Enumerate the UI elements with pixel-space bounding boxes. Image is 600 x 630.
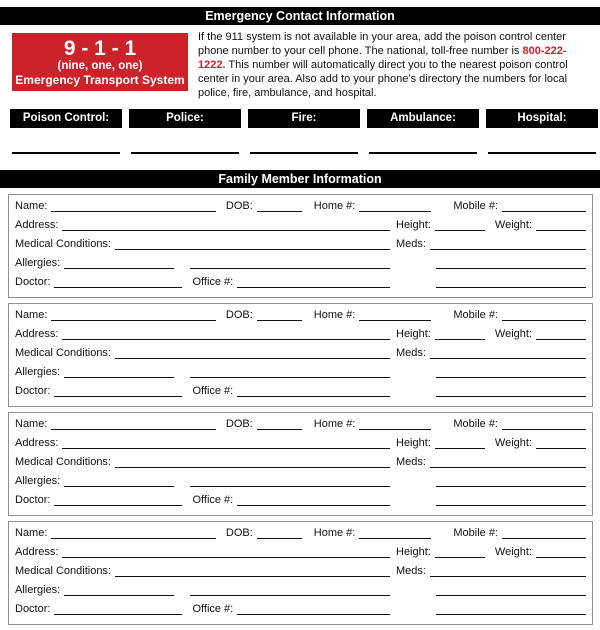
- field-label-height: Height:: [396, 219, 431, 231]
- card-row-doctor: [15, 274, 586, 293]
- card-row-allergies: [15, 582, 586, 601]
- allergies-continuation-blank-line: [190, 364, 390, 378]
- field-label-weight: Weight:: [494, 437, 532, 449]
- contact-blank-lines-row: [10, 128, 598, 154]
- instructions-paragraph: [198, 30, 586, 100]
- card-row-medical: [15, 454, 586, 473]
- field-label-office-phone: Office #:: [192, 603, 234, 615]
- contact-label-police: Police:: [129, 109, 241, 128]
- address-blank-line: [62, 217, 390, 231]
- medical-conditions-group: [15, 563, 390, 580]
- field-label-height: Height:: [396, 546, 431, 558]
- card-row-name: [15, 416, 586, 435]
- mobile-phone-blank-line: [502, 307, 586, 321]
- field-label-doctor: Doctor:: [15, 385, 51, 397]
- field-label-mobile-phone: Mobile #:: [453, 527, 498, 539]
- height-blank-line: [435, 435, 485, 449]
- field-label-name: Name:: [15, 200, 48, 212]
- dob-blank-line: [257, 525, 302, 539]
- card-row-address: [15, 435, 586, 454]
- meds-continuation-blank-line: [436, 582, 586, 596]
- meds-continuation-blank-line: [436, 255, 586, 269]
- 911-callout-box: [12, 33, 188, 91]
- card-row-name: [15, 525, 586, 544]
- doctor-group: [15, 492, 390, 509]
- height-weight-group: [396, 326, 586, 343]
- card-row-medical: [15, 236, 586, 255]
- meds-continuation-blank-line: [436, 383, 586, 397]
- field-label-doctor: Doctor:: [15, 494, 51, 506]
- emergency-form-page: [0, 7, 600, 625]
- section-header-emergency: [0, 7, 600, 25]
- office-phone-blank-line: [237, 492, 390, 506]
- family-member-card: [8, 521, 593, 625]
- meds-blank-line: [430, 345, 586, 359]
- field-label-doctor: Doctor:: [15, 276, 51, 288]
- field-label-office-phone: Office #:: [192, 494, 234, 506]
- field-label-dob: DOB:: [225, 527, 253, 539]
- home-phone-blank-line: [359, 416, 431, 430]
- dob-blank-line: [257, 416, 302, 430]
- card-row-medical: [15, 345, 586, 364]
- 911-caption: Emergency Transport System: [15, 73, 185, 87]
- name-blank-line: [51, 416, 215, 430]
- meds-blank-line: [430, 236, 586, 250]
- field-label-name: Name:: [15, 418, 48, 430]
- medical-conditions-group: [15, 345, 390, 362]
- meds-blank-line: [430, 454, 586, 468]
- meds-continuation-group: [396, 601, 586, 615]
- weight-blank-line: [536, 435, 586, 449]
- office-phone-blank-line: [237, 601, 390, 615]
- mobile-phone-blank-line: [502, 198, 586, 212]
- address-group: [15, 326, 390, 343]
- contact-label-poison-control: Poison Control:: [10, 109, 122, 128]
- instructions-text-after: This number will automatically direct you to the nearest poison control center in your area. Also add to your phone’s directory the numbers for local police, fire, ambulance, and hospital.: [198, 59, 568, 99]
- field-label-doctor: Doctor:: [15, 603, 51, 615]
- meds-group: [396, 563, 586, 580]
- top-info-row: [12, 33, 588, 100]
- mobile-phone-blank-line: [502, 525, 586, 539]
- field-label-dob: DOB:: [225, 200, 253, 212]
- field-label-allergies: Allergies:: [15, 366, 61, 378]
- meds-group: [396, 454, 586, 471]
- height-weight-group: [396, 435, 586, 452]
- field-label-medical-conditions: Medical Conditions:: [15, 238, 111, 250]
- height-blank-line: [435, 326, 485, 340]
- field-label-home-phone: Home #:: [313, 418, 356, 430]
- meds-continuation-group: [396, 473, 586, 487]
- allergies-blank-line: [64, 473, 174, 487]
- section-header-family: [0, 170, 600, 188]
- office-phone-blank-line: [237, 383, 390, 397]
- contact-blank-cell: [486, 128, 598, 154]
- home-phone-blank-line: [359, 525, 431, 539]
- allergies-blank-line: [64, 582, 174, 596]
- height-weight-group: [396, 217, 586, 234]
- instructions-text-before: If the 911 system is not available in your area, add the poison control center phone number to your cell phone. The national, toll-free number is: [198, 31, 566, 57]
- name-blank-line: [51, 198, 215, 212]
- family-member-card: [8, 303, 593, 407]
- field-label-mobile-phone: Mobile #:: [453, 200, 498, 212]
- doctor-group: [15, 383, 390, 400]
- contact-blank-cell: [10, 128, 122, 154]
- field-label-name: Name:: [15, 527, 48, 539]
- field-label-address: Address:: [15, 437, 59, 449]
- meds-continuation-blank-line: [436, 274, 586, 288]
- meds-continuation-blank-line: [436, 601, 586, 615]
- police-blank-line: [131, 128, 239, 154]
- meds-group: [396, 345, 586, 362]
- meds-continuation-blank-line: [436, 364, 586, 378]
- allergies-group: [15, 582, 390, 599]
- home-phone-blank-line: [359, 307, 431, 321]
- weight-blank-line: [536, 217, 586, 231]
- ambulance-blank-line: [369, 128, 477, 154]
- 911-words: (nine, one, one): [57, 60, 143, 72]
- address-group: [15, 217, 390, 234]
- field-label-office-phone: Office #:: [192, 276, 234, 288]
- field-label-dob: DOB:: [225, 418, 253, 430]
- section-title-family: Family Member Information: [218, 172, 382, 186]
- medical-conditions-blank-line: [115, 563, 390, 577]
- dob-blank-line: [257, 198, 302, 212]
- medical-conditions-group: [15, 454, 390, 471]
- address-blank-line: [62, 435, 390, 449]
- field-label-weight: Weight:: [494, 546, 532, 558]
- card-row-name: [15, 198, 586, 217]
- address-group: [15, 544, 390, 561]
- doctor-group: [15, 601, 390, 618]
- meds-continuation-group: [396, 582, 586, 596]
- field-label-meds: Meds:: [396, 565, 426, 577]
- weight-blank-line: [536, 326, 586, 340]
- field-label-allergies: Allergies:: [15, 257, 61, 269]
- field-label-address: Address:: [15, 546, 59, 558]
- field-label-meds: Meds:: [396, 238, 426, 250]
- allergies-continuation-blank-line: [190, 582, 390, 596]
- field-label-height: Height:: [396, 437, 431, 449]
- name-blank-line: [51, 525, 215, 539]
- card-row-doctor: [15, 601, 586, 620]
- medical-conditions-group: [15, 236, 390, 253]
- medical-conditions-blank-line: [115, 454, 390, 468]
- contact-label-fire: Fire:: [248, 109, 360, 128]
- medical-conditions-blank-line: [115, 236, 390, 250]
- card-row-address: [15, 544, 586, 563]
- medical-conditions-blank-line: [115, 345, 390, 359]
- field-label-home-phone: Home #:: [313, 527, 356, 539]
- allergies-blank-line: [64, 255, 174, 269]
- name-blank-line: [51, 307, 215, 321]
- hospital-blank-line: [488, 128, 596, 154]
- field-label-allergies: Allergies:: [15, 475, 61, 487]
- card-row-address: [15, 217, 586, 236]
- poison-control-phone-number: 800-222-1222.: [198, 45, 567, 71]
- field-label-mobile-phone: Mobile #:: [453, 418, 498, 430]
- doctor-blank-line: [54, 601, 182, 615]
- family-member-cards: [8, 194, 593, 625]
- height-blank-line: [435, 544, 485, 558]
- contact-labels-row: [10, 109, 598, 128]
- meds-continuation-group: [396, 383, 586, 397]
- doctor-blank-line: [54, 492, 182, 506]
- contact-blank-cell: [367, 128, 479, 154]
- field-label-name: Name:: [15, 309, 48, 321]
- card-row-medical: [15, 563, 586, 582]
- doctor-blank-line: [54, 383, 182, 397]
- field-label-address: Address:: [15, 219, 59, 231]
- section-title-emergency: Emergency Contact Information: [205, 9, 395, 23]
- card-row-address: [15, 326, 586, 345]
- field-label-home-phone: Home #:: [313, 309, 356, 321]
- allergies-continuation-blank-line: [190, 255, 390, 269]
- fire-blank-line: [250, 128, 358, 154]
- field-label-medical-conditions: Medical Conditions:: [15, 347, 111, 359]
- field-label-medical-conditions: Medical Conditions:: [15, 565, 111, 577]
- allergies-group: [15, 473, 390, 490]
- height-blank-line: [435, 217, 485, 231]
- contact-blank-cell: [248, 128, 360, 154]
- family-member-card: [8, 194, 593, 298]
- meds-continuation-blank-line: [436, 492, 586, 506]
- home-phone-blank-line: [359, 198, 431, 212]
- field-label-meds: Meds:: [396, 347, 426, 359]
- family-member-card: [8, 412, 593, 516]
- meds-continuation-group: [396, 492, 586, 506]
- doctor-blank-line: [54, 274, 182, 288]
- meds-continuation-group: [396, 255, 586, 269]
- card-row-allergies: [15, 364, 586, 383]
- address-blank-line: [62, 326, 390, 340]
- field-label-home-phone: Home #:: [313, 200, 356, 212]
- field-label-mobile-phone: Mobile #:: [453, 309, 498, 321]
- meds-blank-line: [430, 563, 586, 577]
- meds-continuation-blank-line: [436, 473, 586, 487]
- 911-number: 9 - 1 - 1: [63, 37, 137, 60]
- card-row-name: [15, 307, 586, 326]
- card-row-doctor: [15, 492, 586, 511]
- allergies-group: [15, 255, 390, 272]
- field-label-weight: Weight:: [494, 219, 532, 231]
- dob-blank-line: [257, 307, 302, 321]
- field-label-address: Address:: [15, 328, 59, 340]
- meds-continuation-group: [396, 274, 586, 288]
- address-blank-line: [62, 544, 390, 558]
- allergies-continuation-blank-line: [190, 473, 390, 487]
- allergies-blank-line: [64, 364, 174, 378]
- contact-label-hospital: Hospital:: [486, 109, 598, 128]
- field-label-office-phone: Office #:: [192, 385, 234, 397]
- card-row-allergies: [15, 255, 586, 274]
- contact-label-ambulance: Ambulance:: [367, 109, 479, 128]
- field-label-weight: Weight:: [494, 328, 532, 340]
- field-label-meds: Meds:: [396, 456, 426, 468]
- address-group: [15, 435, 390, 452]
- meds-continuation-group: [396, 364, 586, 378]
- poison-control-blank-line: [12, 128, 120, 154]
- card-row-allergies: [15, 473, 586, 492]
- card-row-doctor: [15, 383, 586, 402]
- field-label-medical-conditions: Medical Conditions:: [15, 456, 111, 468]
- height-weight-group: [396, 544, 586, 561]
- meds-group: [396, 236, 586, 253]
- field-label-height: Height:: [396, 328, 431, 340]
- weight-blank-line: [536, 544, 586, 558]
- mobile-phone-blank-line: [502, 416, 586, 430]
- office-phone-blank-line: [237, 274, 390, 288]
- contact-blank-cell: [129, 128, 241, 154]
- field-label-dob: DOB:: [225, 309, 253, 321]
- allergies-group: [15, 364, 390, 381]
- field-label-allergies: Allergies:: [15, 584, 61, 596]
- doctor-group: [15, 274, 390, 291]
